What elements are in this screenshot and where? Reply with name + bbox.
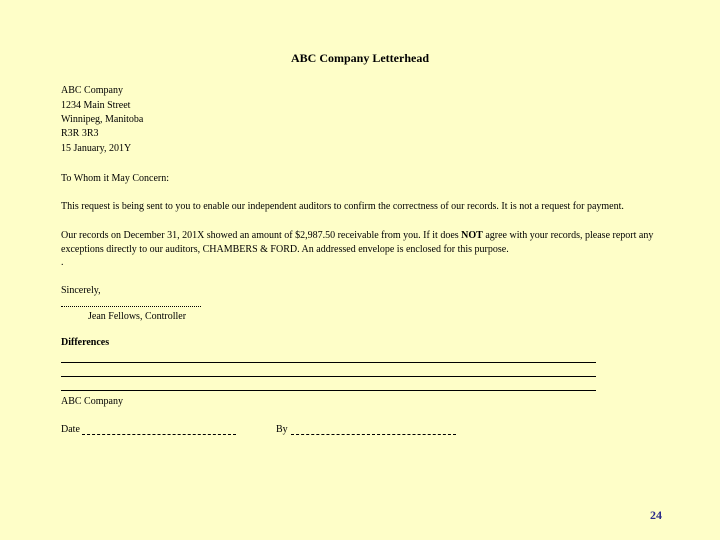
differences-line-3[interactable] bbox=[61, 390, 596, 391]
sender-postal: R3R 3R3 bbox=[61, 128, 99, 139]
paragraph-2-end: agree with your records, please report any exceptions directly to our auditors, CHAMBERS & FORD. An addressed envelope is enclosed for this purpose. bbox=[61, 230, 654, 255]
by-fill-line[interactable] bbox=[291, 434, 456, 435]
date-fill-line[interactable] bbox=[82, 434, 236, 435]
by-label: By bbox=[276, 424, 288, 435]
differences-line-1[interactable] bbox=[61, 362, 596, 363]
signatory-name: Jean Fellows, Controller bbox=[88, 311, 187, 322]
footer-company: ABC Company bbox=[61, 396, 123, 407]
page-number: 24 bbox=[650, 508, 662, 522]
salutation: To Whom it May Concern: bbox=[61, 173, 169, 184]
sender-street: 1234 Main Street bbox=[61, 100, 131, 111]
letter-date: 15 January, 201Y bbox=[61, 143, 132, 154]
signature-line bbox=[61, 306, 201, 307]
differences-heading: Differences bbox=[61, 337, 110, 348]
sender-city: Winnipeg, Manitoba bbox=[61, 114, 144, 125]
letter-title: ABC Company Letterhead bbox=[291, 51, 429, 65]
sender-name: ABC Company bbox=[61, 85, 123, 96]
differences-line-2[interactable] bbox=[61, 376, 596, 377]
paragraph-2-emphasis: NOT bbox=[461, 230, 483, 241]
paragraph-2 bbox=[61, 229, 661, 257]
date-label: Date bbox=[61, 424, 80, 435]
closing: Sincerely, bbox=[61, 285, 101, 296]
paragraph-1: This request is being sent to you to enable our independent auditors to confirm the correctness of our records. It is not a request for payment. bbox=[61, 201, 624, 212]
stray-dot: . bbox=[61, 257, 64, 268]
paragraph-2-start: Our records on December 31, 201X showed an amount of $2,987.50 receivable from you. If it does bbox=[61, 230, 462, 241]
